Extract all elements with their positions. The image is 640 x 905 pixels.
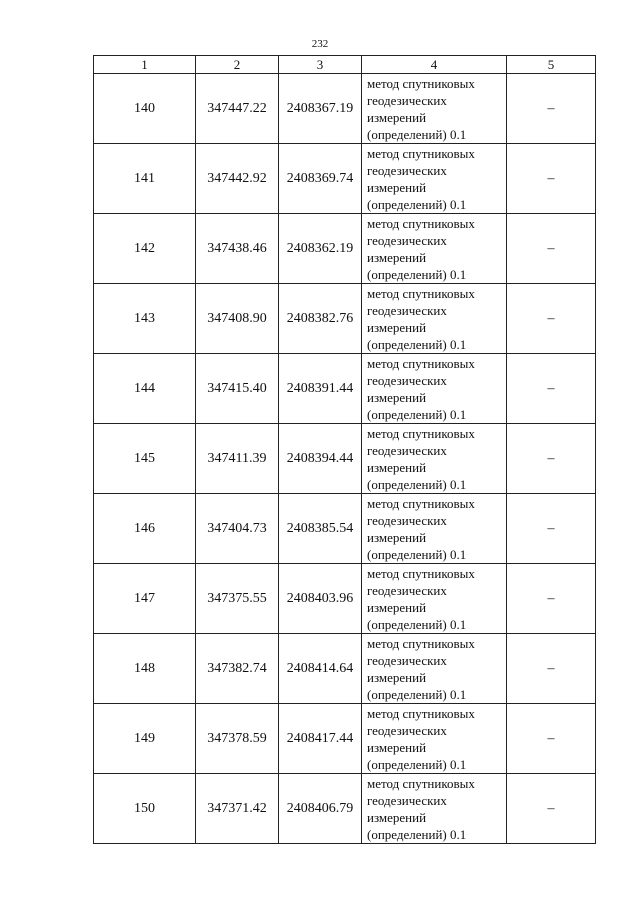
y-coordinate-cell: 2408417.44 [279, 704, 362, 774]
method-line: измерений [367, 599, 427, 615]
method-line: геодезических [367, 512, 447, 528]
method-line: метод спутниковых [367, 705, 475, 721]
method-line: геодезических [367, 232, 447, 248]
point-number-cell: 147 [94, 564, 196, 634]
table-row [94, 634, 596, 704]
column-header-5: 5 [507, 56, 596, 74]
x-coordinate-cell: 347438.46 [196, 214, 279, 284]
method-cell [362, 74, 507, 144]
method-line: геодезических [367, 92, 447, 108]
table-row [94, 774, 596, 844]
y-coordinate-cell: 2408382.76 [279, 284, 362, 354]
method-line: (определений) 0.1 [367, 546, 467, 562]
description-cell: – [507, 284, 596, 354]
method-line: (определений) 0.1 [367, 686, 467, 702]
method-line: измерений [367, 179, 427, 195]
method-cell [362, 564, 507, 634]
point-number-cell: 146 [94, 494, 196, 564]
method-line: метод спутниковых [367, 565, 475, 581]
method-cell [362, 144, 507, 214]
method-line: (определений) 0.1 [367, 756, 467, 772]
description-cell: – [507, 634, 596, 704]
column-header-1: 1 [94, 56, 196, 74]
method-cell [362, 634, 507, 704]
description-cell: – [507, 214, 596, 284]
y-coordinate-cell: 2408406.79 [279, 774, 362, 844]
method-cell [362, 424, 507, 494]
method-line: геодезических [367, 372, 447, 388]
method-line: метод спутниковых [367, 215, 475, 231]
description-cell: – [507, 704, 596, 774]
table-row [94, 144, 596, 214]
table-row [94, 214, 596, 284]
method-cell [362, 494, 507, 564]
table-row [94, 424, 596, 494]
column-header-2: 2 [196, 56, 279, 74]
x-coordinate-cell: 347371.42 [196, 774, 279, 844]
method-line: геодезических [367, 582, 447, 598]
point-number-cell: 144 [94, 354, 196, 424]
method-line: метод спутниковых [367, 495, 475, 511]
point-number-cell: 149 [94, 704, 196, 774]
x-coordinate-cell: 347375.55 [196, 564, 279, 634]
method-line: измерений [367, 319, 427, 335]
y-coordinate-cell: 2408385.54 [279, 494, 362, 564]
method-line: геодезических [367, 652, 447, 668]
method-line: (определений) 0.1 [367, 266, 467, 282]
method-line: (определений) 0.1 [367, 196, 467, 212]
description-cell: – [507, 144, 596, 214]
description-cell: – [507, 494, 596, 564]
point-number-cell: 145 [94, 424, 196, 494]
point-number-cell: 142 [94, 214, 196, 284]
y-coordinate-cell: 2408414.64 [279, 634, 362, 704]
table-row [94, 74, 596, 144]
method-line: метод спутниковых [367, 285, 475, 301]
y-coordinate-cell: 2408391.44 [279, 354, 362, 424]
method-line: метод спутниковых [367, 775, 475, 791]
description-cell: – [507, 424, 596, 494]
y-coordinate-cell: 2408403.96 [279, 564, 362, 634]
column-header-3: 3 [279, 56, 362, 74]
method-line: метод спутниковых [367, 75, 475, 91]
column-header-4: 4 [362, 56, 507, 74]
method-line: (определений) 0.1 [367, 126, 467, 142]
point-number-cell: 148 [94, 634, 196, 704]
table-row [94, 354, 596, 424]
description-cell: – [507, 774, 596, 844]
method-line: измерений [367, 529, 427, 545]
point-number-cell: 140 [94, 74, 196, 144]
y-coordinate-cell: 2408362.19 [279, 214, 362, 284]
x-coordinate-cell: 347415.40 [196, 354, 279, 424]
method-line: геодезических [367, 792, 447, 808]
method-line: (определений) 0.1 [367, 476, 467, 492]
point-number-cell: 143 [94, 284, 196, 354]
method-line: геодезических [367, 442, 447, 458]
method-line: измерений [367, 809, 427, 825]
method-line: метод спутниковых [367, 145, 475, 161]
y-coordinate-cell: 2408369.74 [279, 144, 362, 214]
method-line: измерений [367, 249, 427, 265]
method-line: измерений [367, 739, 427, 755]
x-coordinate-cell: 347378.59 [196, 704, 279, 774]
method-line: геодезических [367, 162, 447, 178]
method-line: метод спутниковых [367, 355, 475, 371]
page-number: 232 [311, 38, 329, 50]
y-coordinate-cell: 2408367.19 [279, 74, 362, 144]
method-cell [362, 214, 507, 284]
point-number-cell: 141 [94, 144, 196, 214]
method-line: (определений) 0.1 [367, 826, 467, 842]
method-cell [362, 704, 507, 774]
description-cell: – [507, 74, 596, 144]
method-line: измерений [367, 389, 427, 405]
table-body [94, 74, 596, 844]
x-coordinate-cell: 347382.74 [196, 634, 279, 704]
description-cell: – [507, 354, 596, 424]
method-cell [362, 774, 507, 844]
method-line: (определений) 0.1 [367, 616, 467, 632]
y-coordinate-cell: 2408394.44 [279, 424, 362, 494]
method-line: измерений [367, 459, 427, 475]
x-coordinate-cell: 347408.90 [196, 284, 279, 354]
method-line: измерений [367, 109, 427, 125]
x-coordinate-cell: 347404.73 [196, 494, 279, 564]
method-line: геодезических [367, 302, 447, 318]
method-line: геодезических [367, 722, 447, 738]
x-coordinate-cell: 347411.39 [196, 424, 279, 494]
table-row [94, 284, 596, 354]
point-number-cell: 150 [94, 774, 196, 844]
table-header-row [94, 56, 596, 74]
table-row [94, 564, 596, 634]
table-row [94, 494, 596, 564]
method-cell [362, 284, 507, 354]
method-cell [362, 354, 507, 424]
method-line: измерений [367, 669, 427, 685]
x-coordinate-cell: 347447.22 [196, 74, 279, 144]
method-line: метод спутниковых [367, 635, 475, 651]
x-coordinate-cell: 347442.92 [196, 144, 279, 214]
method-line: (определений) 0.1 [367, 406, 467, 422]
description-cell: – [507, 564, 596, 634]
coordinates-table [93, 55, 596, 844]
method-line: метод спутниковых [367, 425, 475, 441]
table-row [94, 704, 596, 774]
method-line: (определений) 0.1 [367, 336, 467, 352]
